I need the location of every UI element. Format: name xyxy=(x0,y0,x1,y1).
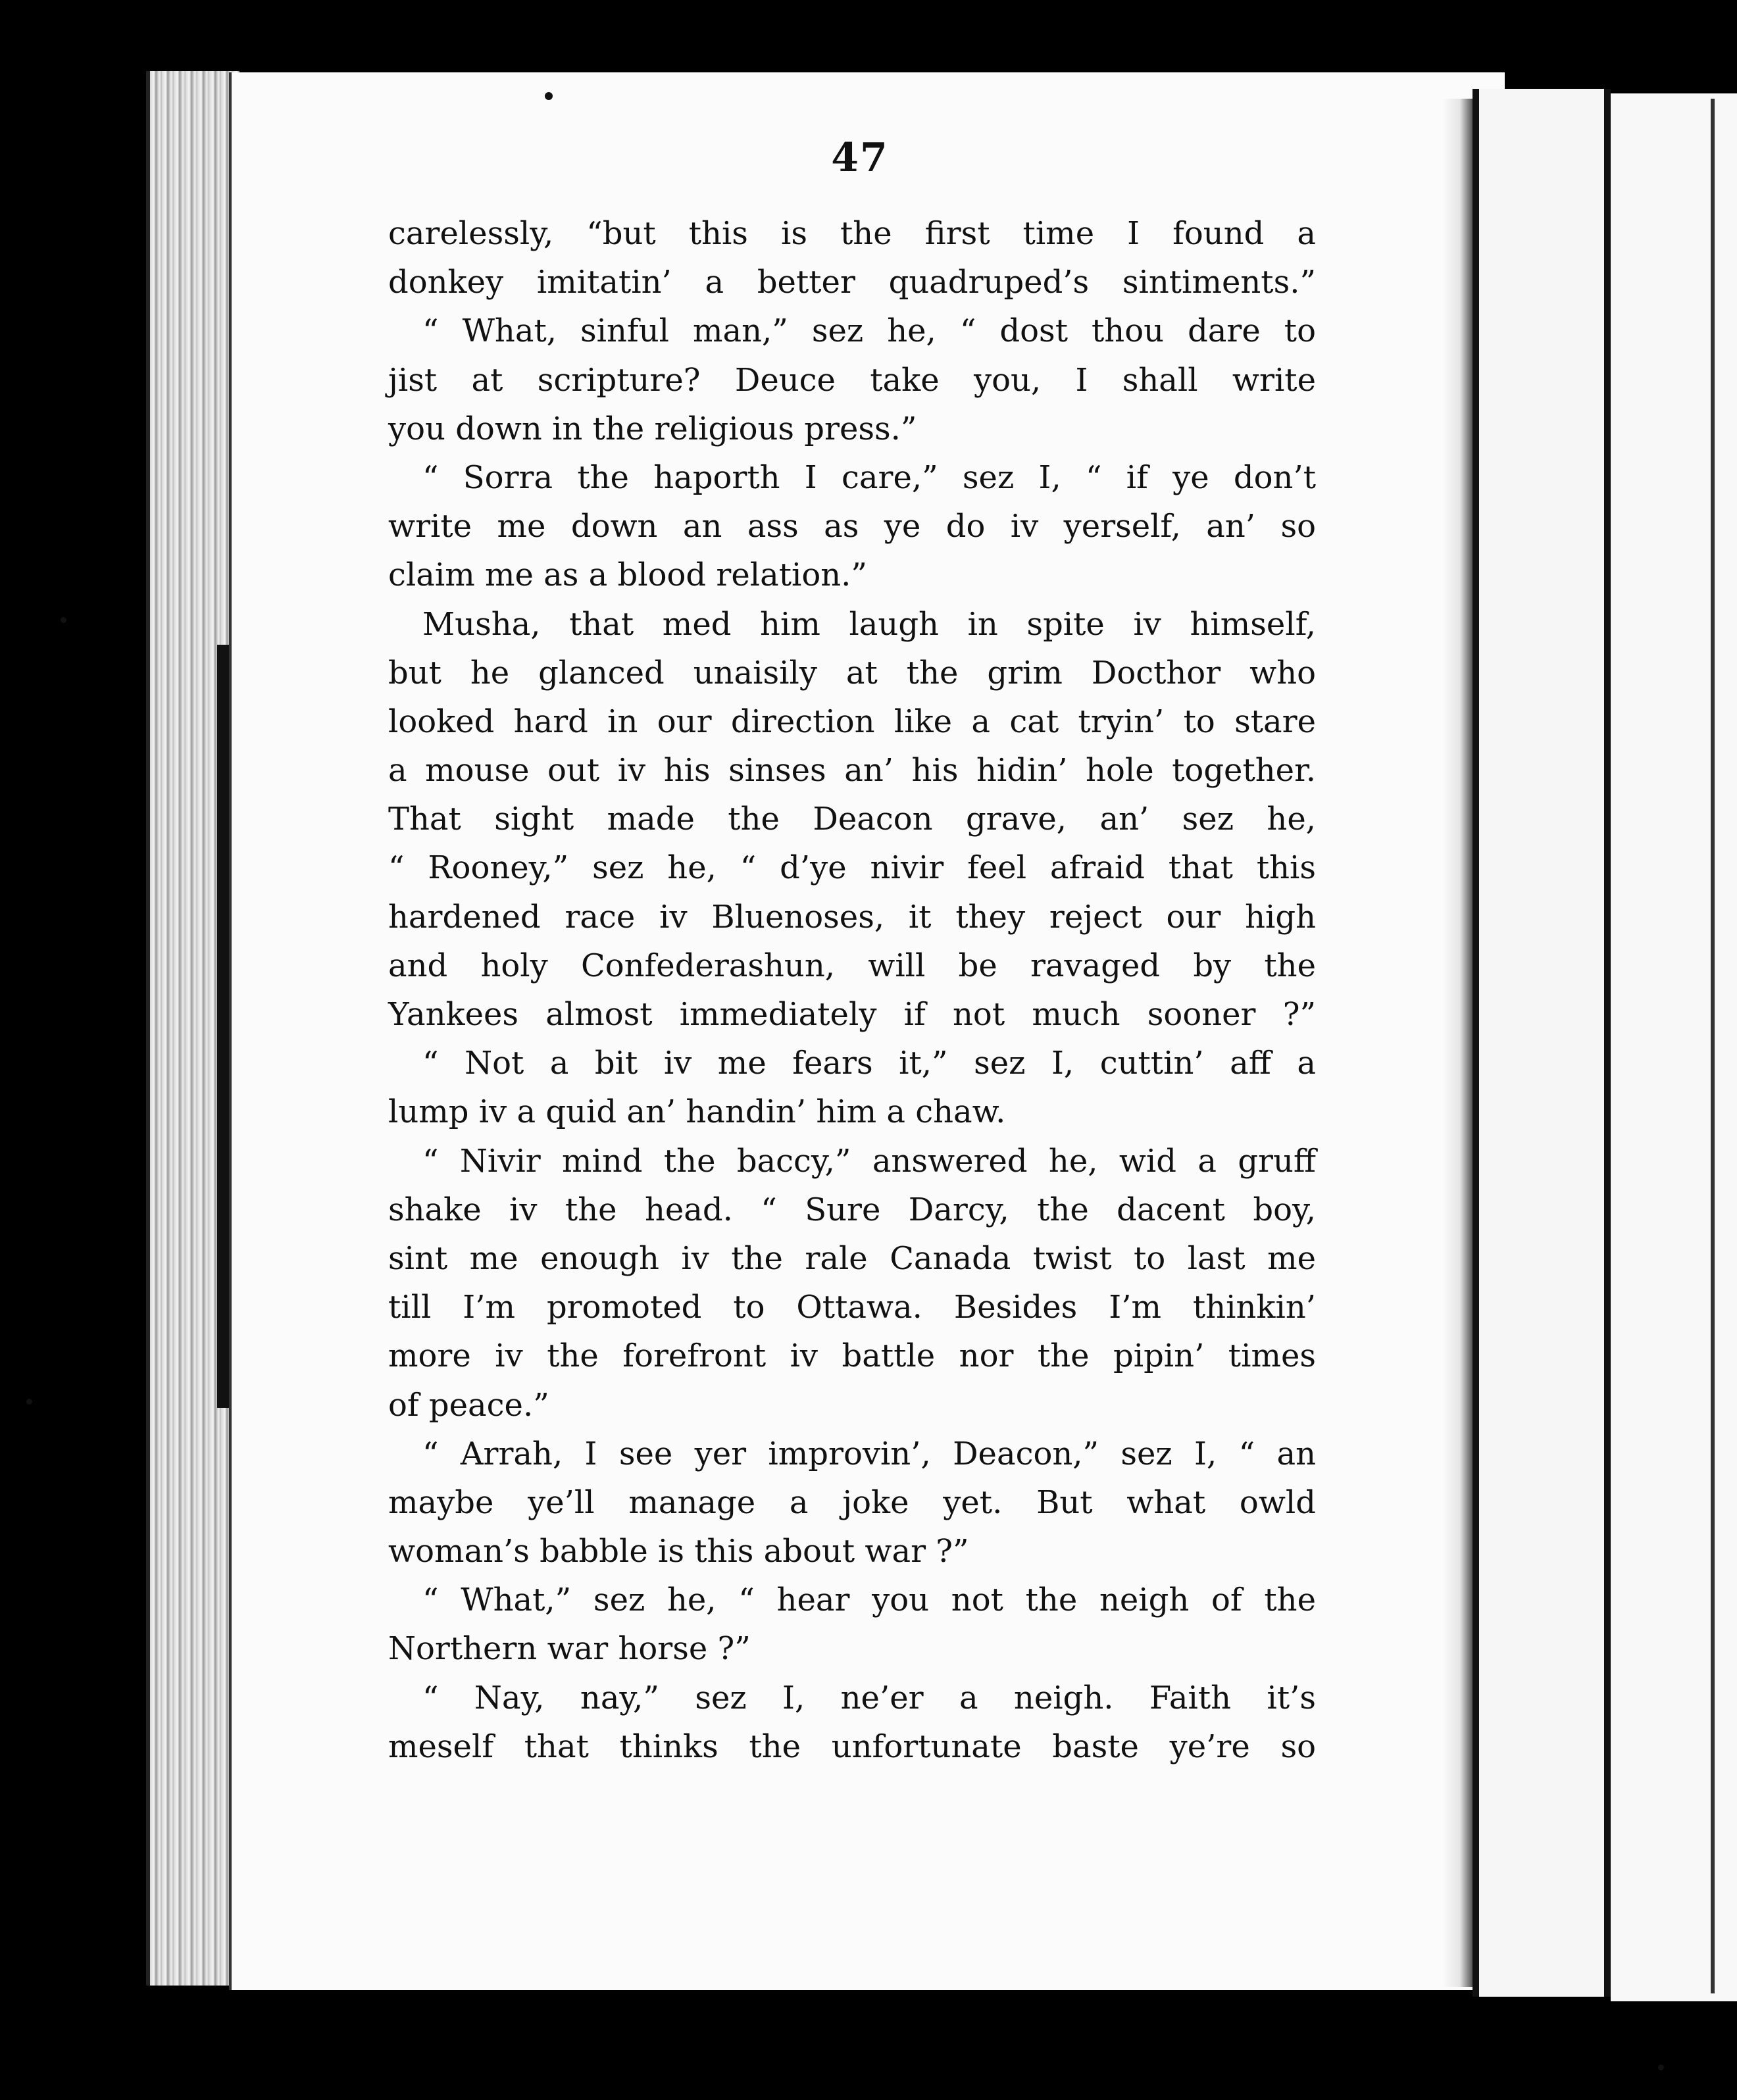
text-line: write me down an ass as ye do iv yerself, an’ so xyxy=(388,508,1316,545)
text-line: shake iv the head. “ Sure Darcy, the dacent boy, xyxy=(388,1191,1316,1228)
ink-speck xyxy=(545,92,553,100)
text-line: and holy Confederashun, will be ravaged by the xyxy=(388,947,1316,984)
text-line: donkey imitatin’ a better quadruped’s sintiments.” xyxy=(388,264,1316,301)
text-line: maybe ye’ll manage a joke yet. But what owld xyxy=(388,1484,1316,1521)
text-line: “ Not a bit iv me fears it,” sez I, cuttin’ aff a xyxy=(422,1045,1316,1082)
text-line: hardened race iv Bluenoses, it they reject our high xyxy=(388,898,1316,936)
text-line: “ Rooney,” sez he, “ d’ye nivir feel afraid that this xyxy=(388,849,1316,887)
text-line: you down in the religious press.” xyxy=(388,410,917,447)
text-line: of peace.” xyxy=(388,1386,549,1424)
text-line: Musha, that med him laugh in spite iv himself, xyxy=(422,605,1316,643)
text-line: more iv the forefront iv battle nor the pipin’ times xyxy=(388,1338,1316,1375)
text-line: “ Sorra the haporth I care,” sez I, “ if ye don’t xyxy=(422,459,1316,496)
text-line: meself that thinks the unfortunate baste ye’re so xyxy=(388,1728,1316,1765)
text-line: sint me enough iv the rale Canada twist to last me xyxy=(388,1239,1316,1277)
book-gutter xyxy=(1473,89,1611,1997)
text-line: Northern war horse ?” xyxy=(388,1630,751,1668)
facing-page-edge xyxy=(1611,93,1737,2001)
text-line: lump iv a quid an’ handin’ him a chaw. xyxy=(388,1093,1006,1131)
text-line: jist at scripture? Deuce take you, I shall write xyxy=(388,361,1316,399)
page-number: 47 xyxy=(831,135,889,181)
page-text xyxy=(388,209,1316,1771)
text-line: “ Nay, nay,” sez I, ne’er a neigh. Faith it’s xyxy=(422,1679,1316,1716)
text-line: but he glanced unaisily at the grim Docthor who xyxy=(388,654,1316,691)
ink-speck xyxy=(61,617,66,623)
text-line: “ What, sinful man,” sez he, “ dost thou dare to xyxy=(422,312,1316,350)
page-curl-edge xyxy=(1441,99,1473,1987)
text-line: That sight made the Deacon grave, an’ sez he, xyxy=(388,801,1316,838)
text-line: woman’s babble is this about war ?” xyxy=(388,1533,969,1570)
text-line: a mouse out iv his sinses an’ his hidin’ hole together. xyxy=(388,752,1316,789)
ink-speck xyxy=(26,1399,32,1405)
text-line: “ What,” sez he, “ hear you not the neigh of the xyxy=(422,1582,1316,1619)
text-line: claim me as a blood relation.” xyxy=(388,557,867,594)
text-line: till I’m promoted to Ottawa. Besides I’m thinkin’ xyxy=(388,1289,1316,1326)
text-line: looked hard in our direction like a cat tryin’ to stare xyxy=(388,703,1316,740)
text-line: carelessly, “but this is the first time I found a xyxy=(388,215,1316,252)
facing-page-rule xyxy=(1711,99,1715,1993)
text-line: “ Nivir mind the baccy,” answered he, wid a gruff xyxy=(422,1142,1316,1180)
ink-speck xyxy=(1658,2064,1664,2070)
text-line: “ Arrah, I see yer improvin’, Deacon,” sez I, “ an xyxy=(422,1435,1316,1472)
text-line: Yankees almost immediately if not much sooner ?” xyxy=(388,996,1316,1033)
